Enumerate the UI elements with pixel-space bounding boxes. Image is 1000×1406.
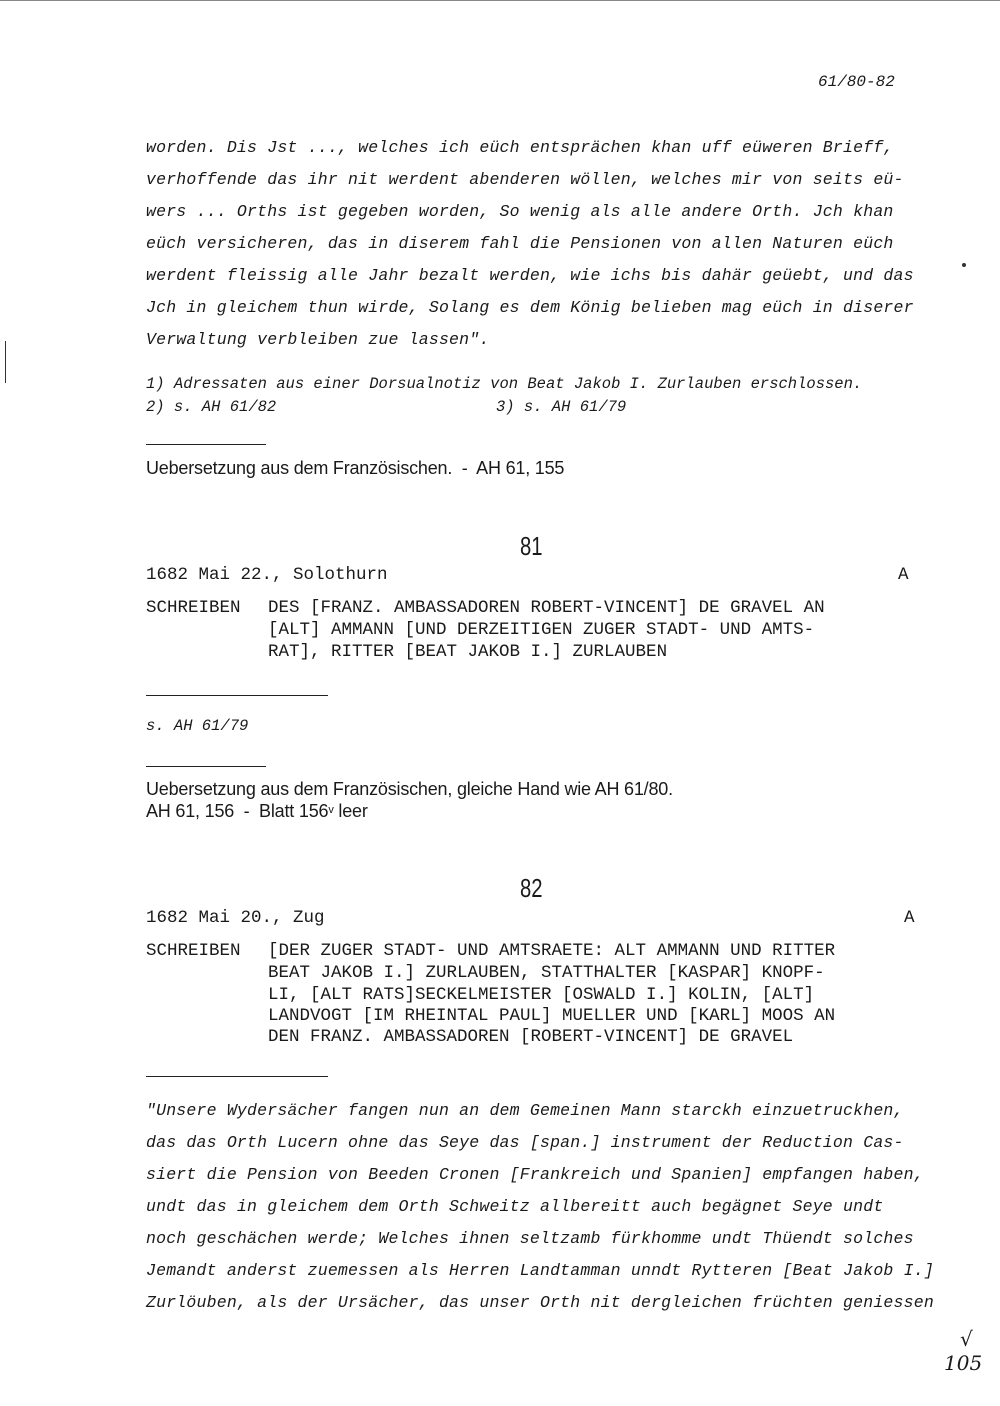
title-line: DEN FRANZ. AMBASSADOREN [ROBERT-VINCENT] DE GRAVEL — [268, 1027, 794, 1047]
reference: s. AH 61/79 — [146, 717, 249, 735]
title-line: [ALT] AMMANN [UND DERZEITIGEN ZUGER STADT- UND AMTS- — [268, 620, 815, 640]
text-line: wers ... Orths ist gegeben worden, So wenig als alle andere Orth. Jch khan — [146, 202, 894, 221]
title-line: DES [FRANZ. AMBASSADOREN ROBERT-VINCENT] DE GRAVEL AN — [268, 598, 825, 618]
text-line: Jch in gleichem thun wirde, Solang es dem König belieben mag eüch in diserer — [146, 298, 914, 317]
title-line: BEAT JAKOB I.] ZURLAUBEN, STATTHALTER [KASPAR] KNOPF- — [268, 963, 825, 983]
title-line: LI, [ALT RATS]SECKELMEISTER [OSWALD I.] KOLIN, [ALT] — [268, 985, 815, 1005]
text-line: siert die Pension von Beeden Cronen [Frankreich und Spanien] empfangen haben, — [146, 1165, 924, 1184]
margin-dot — [962, 263, 966, 267]
type-letter: A — [904, 908, 915, 928]
separator-rule — [146, 1076, 328, 1077]
footnote: 3) s. AH 61/79 — [496, 398, 627, 416]
title-label: SCHREIBEN — [146, 598, 241, 618]
date-place: 1682 Mai 20., Zug — [146, 908, 325, 928]
text-line: worden. Dis Jst ..., welches ich eüch entsprächen khan uff eüweren Brieff, — [146, 138, 894, 157]
text-line: verhoffende das ihr nit werdent abenderen wöllen, welches mir von seits eü- — [146, 170, 904, 189]
page-number: 61/80-82 — [818, 73, 895, 91]
text-line: Zurlöuben, als der Ursächer, das unser Orth nit dergleichen früchten geniessen — [146, 1293, 934, 1312]
text-line: "Unsere Wydersächer fangen nun an dem Gemeinen Mann starckh einzuetruckhen, — [146, 1101, 904, 1120]
type-letter: A — [898, 565, 909, 585]
source-note: Uebersetzung aus dem Französischen. - AH 61, 155 — [146, 458, 565, 478]
footnote: 2) s. AH 61/82 — [146, 398, 277, 416]
text-line: Verwaltung verbleiben zue lassen". — [146, 330, 490, 349]
text-line: werdent fleissig alle Jahr bezalt werden, wie ichs bis dahär geüebt, und das — [146, 266, 914, 285]
text-line: eüch versicheren, das in diserem fahl die Pensionen von allen Naturen eüch — [146, 234, 894, 253]
separator-rule — [146, 695, 328, 696]
date-place: 1682 Mai 22., Solothurn — [146, 565, 388, 585]
title-line: [DER ZUGER STADT- UND AMTSRAETE: ALT AMMANN UND RITTER — [268, 941, 836, 961]
handwritten-checkmark: √ — [960, 1327, 973, 1351]
footnote: 1) Adressaten aus einer Dorsualnotiz von Beat Jakob I. Zurlauben erschlossen. — [146, 375, 863, 393]
source-note: Uebersetzung aus dem Französischen, gleiche Hand wie AH 61/80. — [146, 779, 673, 799]
document-number: 82 — [520, 873, 543, 903]
title-line: LANDVOGT [IM RHEINTAL PAUL] MUELLER UND [KARL] MOOS AN — [268, 1006, 836, 1026]
margin-mark — [5, 341, 6, 383]
separator-rule — [146, 766, 266, 767]
text-line: Jemandt anderst zuemessen als Herren Landtamman unndt Rytteren [Beat Jakob I.] — [146, 1261, 934, 1280]
handwritten-folio-number: 105 — [944, 1351, 983, 1375]
title-line: RAT], RITTER [BEAT JAKOB I.] ZURLAUBEN — [268, 642, 668, 662]
source-note: AH 61, 156 - Blatt 156$^v$ leer — [146, 801, 368, 821]
document-number: 81 — [520, 531, 543, 561]
separator-rule — [146, 444, 266, 445]
title-label: SCHREIBEN — [146, 941, 241, 961]
text-line: das das Orth Lucern ohne das Seye das [span.] instrument der Reduction Cas- — [146, 1133, 904, 1152]
text-line: undt das in gleichem dem Orth Schweitz allbereitt auch begägnet Seye undt — [146, 1197, 884, 1216]
text-line: noch geschächen werde; Welches ihnen seltzamb fürkhomme undt Thüendt solches — [146, 1229, 914, 1248]
